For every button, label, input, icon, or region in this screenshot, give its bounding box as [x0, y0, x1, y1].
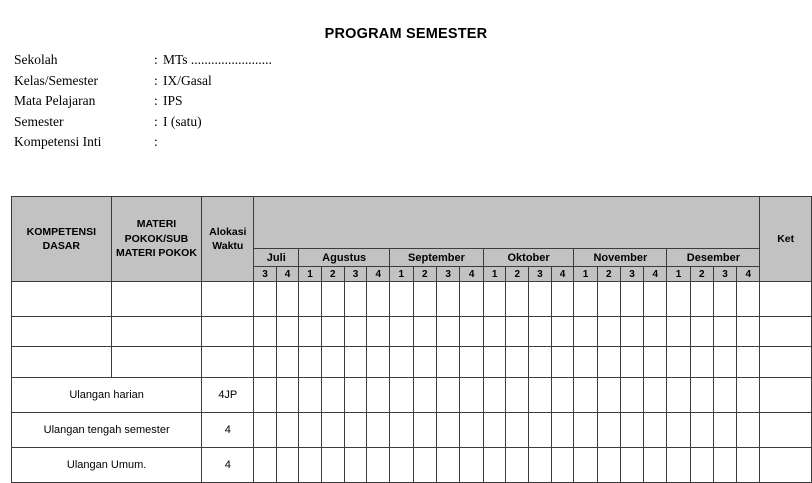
info-row-kelas-semester [14, 71, 272, 92]
cell-week-slot[interactable] [551, 378, 574, 413]
header-week-oktober-2: 2 [506, 267, 529, 282]
cell-summary-label[interactable]: Ulangan harian [12, 378, 202, 413]
cell-week-slot[interactable] [574, 282, 597, 317]
info-separator: : [154, 113, 158, 129]
cell-week-slot[interactable] [254, 282, 276, 317]
cell-week-slot[interactable] [574, 378, 597, 413]
cell-week-slot[interactable] [690, 282, 713, 317]
cell-summary-label[interactable]: Ulangan tengah semester [12, 413, 202, 448]
cell-week-slot[interactable] [367, 282, 390, 317]
cell-week-slot[interactable] [460, 448, 483, 483]
header-week-oktober-3: 3 [529, 267, 552, 282]
cell-week-slot[interactable] [667, 378, 690, 413]
header-ket: Ket [760, 197, 812, 282]
cell-week-slot[interactable] [737, 282, 760, 317]
cell-week-slot[interactable] [667, 317, 690, 347]
cell-week-slot[interactable] [390, 413, 413, 448]
header-month-juli: Juli [254, 249, 299, 267]
header-week-november-3: 3 [620, 267, 643, 282]
cell-week-slot[interactable] [413, 282, 436, 317]
cell-week-slot[interactable] [413, 378, 436, 413]
cell-week-slot[interactable] [737, 378, 760, 413]
cell-week-slot[interactable] [299, 282, 322, 317]
cell-week-slot[interactable] [483, 282, 506, 317]
cell-alokasi-waktu[interactable] [202, 347, 254, 378]
header-week-november-1: 1 [574, 267, 597, 282]
header-week-desember-4: 4 [737, 267, 760, 282]
cell-week-slot[interactable] [276, 413, 298, 448]
info-row-semester [14, 112, 272, 133]
cell-week-slot[interactable] [321, 448, 344, 483]
cell-alokasi-waktu[interactable] [202, 317, 254, 347]
cell-week-slot[interactable] [713, 282, 736, 317]
cell-week-slot[interactable] [713, 448, 736, 483]
cell-week-slot[interactable] [299, 317, 322, 347]
cell-week-slot[interactable] [506, 282, 529, 317]
cell-week-slot[interactable] [597, 378, 620, 413]
header-week-november-2: 2 [597, 267, 620, 282]
cell-week-slot[interactable] [254, 413, 276, 448]
cell-week-slot[interactable] [299, 347, 322, 378]
cell-week-slot[interactable] [413, 413, 436, 448]
document-info-block [14, 50, 272, 153]
cell-week-slot[interactable] [529, 282, 552, 317]
cell-week-slot[interactable] [321, 347, 344, 378]
table-row [12, 448, 812, 483]
cell-week-slot[interactable] [574, 413, 597, 448]
header-materi-line1: MATERI [136, 218, 177, 231]
header-month-september: September [390, 249, 484, 267]
page-title: PROGRAM SEMESTER [324, 26, 488, 42]
header-materi-line2: POKOK/SUB [124, 232, 189, 245]
cell-week-slot[interactable] [321, 413, 344, 448]
cell-week-slot[interactable] [390, 378, 413, 413]
header-row-main [12, 197, 812, 249]
cell-kompetensi-dasar[interactable] [12, 347, 112, 378]
cell-week-slot[interactable] [460, 317, 483, 347]
cell-week-slot[interactable] [620, 282, 643, 317]
info-label-kompetensi-inti: Kompetensi Inti [14, 134, 102, 149]
cell-week-slot[interactable] [644, 347, 667, 378]
header-months-spanner [254, 197, 760, 249]
cell-week-slot[interactable] [506, 413, 529, 448]
cell-week-slot[interactable] [690, 347, 713, 378]
cell-ket[interactable] [760, 282, 812, 317]
cell-week-slot[interactable] [597, 317, 620, 347]
cell-week-slot[interactable] [254, 317, 276, 347]
cell-week-slot[interactable] [506, 317, 529, 347]
table-body [12, 282, 812, 483]
cell-week-slot[interactable] [574, 347, 597, 378]
cell-week-slot[interactable] [551, 448, 574, 483]
cell-week-slot[interactable] [321, 282, 344, 317]
cell-week-slot[interactable] [506, 448, 529, 483]
header-week-agustus-2: 2 [321, 267, 344, 282]
cell-kompetensi-dasar[interactable] [12, 317, 112, 347]
program-semester-table [11, 196, 812, 483]
info-row-mata-pelajaran [14, 91, 272, 112]
info-value-mata-pelajaran: IPS [163, 93, 183, 108]
cell-week-slot[interactable] [390, 317, 413, 347]
cell-week-slot[interactable] [321, 317, 344, 347]
cell-week-slot[interactable] [690, 317, 713, 347]
info-separator: : [154, 134, 158, 149]
header-week-oktober-4: 4 [551, 267, 574, 282]
table-row [12, 317, 812, 347]
cell-week-slot[interactable] [713, 378, 736, 413]
cell-week-slot[interactable] [276, 378, 298, 413]
cell-alokasi-waktu[interactable]: 4 [202, 448, 254, 483]
cell-week-slot[interactable] [667, 413, 690, 448]
cell-week-slot[interactable] [620, 347, 643, 378]
header-week-september-1: 1 [390, 267, 413, 282]
table-row [12, 378, 812, 413]
cell-week-slot[interactable] [713, 413, 736, 448]
cell-week-slot[interactable] [276, 347, 298, 378]
cell-alokasi-waktu[interactable]: 4JP [202, 378, 254, 413]
header-week-juli-3: 3 [254, 267, 276, 282]
cell-week-slot[interactable] [299, 448, 322, 483]
cell-week-slot[interactable] [254, 448, 276, 483]
header-kompetensi-dasar [12, 197, 112, 282]
cell-week-slot[interactable] [344, 347, 367, 378]
cell-week-slot[interactable] [737, 413, 760, 448]
info-separator: : [154, 72, 158, 88]
header-alokasi-line2: Waktu [212, 240, 244, 252]
cell-week-slot[interactable] [737, 347, 760, 378]
header-month-agustus: Agustus [299, 249, 390, 267]
cell-week-slot[interactable] [713, 317, 736, 347]
cell-week-slot[interactable] [460, 347, 483, 378]
header-month-november: November [574, 249, 667, 267]
cell-week-slot[interactable] [529, 317, 552, 347]
cell-week-slot[interactable] [690, 413, 713, 448]
header-month-desember: Desember [667, 249, 760, 267]
cell-week-slot[interactable] [367, 413, 390, 448]
cell-week-slot[interactable] [574, 448, 597, 483]
cell-week-slot[interactable] [390, 282, 413, 317]
info-row-kompetensi-inti [14, 132, 272, 153]
cell-week-slot[interactable] [620, 317, 643, 347]
header-kompetensi-dasar-line1: KOMPETENSI [26, 225, 97, 238]
header-materi-line3: MATERI POKOK [116, 247, 197, 260]
cell-week-slot[interactable] [506, 347, 529, 378]
header-alokasi-waktu [202, 197, 254, 282]
cell-week-slot[interactable] [436, 347, 459, 378]
cell-week-slot[interactable] [483, 448, 506, 483]
cell-week-slot[interactable] [344, 282, 367, 317]
info-separator: : [154, 52, 158, 67]
table-row [12, 347, 812, 378]
cell-week-slot[interactable] [667, 448, 690, 483]
info-separator: : [154, 93, 158, 108]
cell-week-slot[interactable] [390, 347, 413, 378]
cell-week-slot[interactable] [529, 347, 552, 378]
header-week-september-4: 4 [460, 267, 483, 282]
cell-week-slot[interactable] [551, 413, 574, 448]
cell-kompetensi-dasar[interactable] [12, 282, 112, 317]
cell-week-slot[interactable] [367, 317, 390, 347]
cell-week-slot[interactable] [344, 378, 367, 413]
header-materi-pokok [111, 197, 202, 282]
cell-week-slot[interactable] [413, 317, 436, 347]
cell-week-slot[interactable] [529, 378, 552, 413]
cell-week-slot[interactable] [436, 448, 459, 483]
header-week-agustus-4: 4 [367, 267, 390, 282]
cell-week-slot[interactable] [667, 282, 690, 317]
cell-week-slot[interactable] [436, 413, 459, 448]
cell-week-slot[interactable] [367, 448, 390, 483]
cell-week-slot[interactable] [737, 317, 760, 347]
header-week-desember-2: 2 [690, 267, 713, 282]
cell-week-slot[interactable] [413, 347, 436, 378]
cell-week-slot[interactable] [529, 448, 552, 483]
cell-week-slot[interactable] [276, 317, 298, 347]
header-week-november-4: 4 [644, 267, 667, 282]
header-alokasi-line1: Alokasi [209, 225, 247, 238]
cell-ket[interactable] [760, 378, 812, 413]
cell-week-slot[interactable] [644, 378, 667, 413]
cell-week-slot[interactable] [620, 378, 643, 413]
cell-alokasi-waktu[interactable]: 4 [202, 413, 254, 448]
cell-week-slot[interactable] [436, 317, 459, 347]
header-week-oktober-1: 1 [483, 267, 506, 282]
cell-week-slot[interactable] [483, 413, 506, 448]
cell-materi-pokok[interactable] [111, 347, 202, 378]
table-header [12, 197, 812, 282]
cell-week-slot[interactable] [644, 282, 667, 317]
cell-week-slot[interactable] [276, 448, 298, 483]
cell-week-slot[interactable] [597, 347, 620, 378]
info-label-sekolah: Sekolah [14, 52, 58, 67]
info-label-mata-pelajaran: Mata Pelajaran [14, 93, 96, 108]
cell-week-slot[interactable] [506, 378, 529, 413]
cell-week-slot[interactable] [344, 448, 367, 483]
cell-week-slot[interactable] [321, 378, 344, 413]
cell-week-slot[interactable] [690, 448, 713, 483]
cell-week-slot[interactable] [299, 413, 322, 448]
cell-week-slot[interactable] [644, 317, 667, 347]
cell-week-slot[interactable] [460, 282, 483, 317]
header-week-september-3: 3 [436, 267, 459, 282]
cell-week-slot[interactable] [597, 448, 620, 483]
cell-week-slot[interactable] [367, 378, 390, 413]
table-row [12, 413, 812, 448]
cell-week-slot[interactable] [483, 378, 506, 413]
info-label-semester: Semester [14, 113, 64, 129]
cell-week-slot[interactable] [690, 378, 713, 413]
info-value-sekolah: MTs ........................ [163, 52, 272, 67]
cell-week-slot[interactable] [299, 378, 322, 413]
cell-week-slot[interactable] [737, 448, 760, 483]
cell-week-slot[interactable] [620, 448, 643, 483]
cell-week-slot[interactable] [413, 448, 436, 483]
cell-week-slot[interactable] [551, 317, 574, 347]
cell-week-slot[interactable] [254, 378, 276, 413]
cell-week-slot[interactable] [344, 413, 367, 448]
cell-summary-label[interactable]: Ulangan Umum. [12, 448, 202, 483]
cell-week-slot[interactable] [644, 448, 667, 483]
cell-week-slot[interactable] [574, 317, 597, 347]
cell-week-slot[interactable] [597, 282, 620, 317]
header-week-desember-3: 3 [713, 267, 736, 282]
info-row-sekolah [14, 50, 272, 71]
cell-ket[interactable] [760, 448, 812, 483]
info-value-kelas-semester: IX/Gasal [163, 72, 212, 88]
cell-week-slot[interactable] [483, 317, 506, 347]
cell-week-slot[interactable] [367, 347, 390, 378]
cell-week-slot[interactable] [460, 378, 483, 413]
header-week-juli-4: 4 [276, 267, 298, 282]
cell-week-slot[interactable] [436, 282, 459, 317]
cell-week-slot[interactable] [551, 347, 574, 378]
header-week-agustus-1: 1 [299, 267, 322, 282]
cell-week-slot[interactable] [390, 448, 413, 483]
cell-materi-pokok[interactable] [111, 317, 202, 347]
header-week-september-2: 2 [413, 267, 436, 282]
cell-materi-pokok[interactable] [111, 282, 202, 317]
cell-week-slot[interactable] [460, 413, 483, 448]
cell-week-slot[interactable] [713, 347, 736, 378]
cell-alokasi-waktu[interactable] [202, 282, 254, 317]
cell-week-slot[interactable] [597, 413, 620, 448]
cell-week-slot[interactable] [344, 317, 367, 347]
info-label-kelas-semester: Kelas/Semester [14, 72, 98, 88]
header-week-desember-1: 1 [667, 267, 690, 282]
cell-week-slot[interactable] [644, 413, 667, 448]
cell-week-slot[interactable] [276, 282, 298, 317]
header-week-agustus-3: 3 [344, 267, 367, 282]
cell-ket[interactable] [760, 413, 812, 448]
info-value-semester: I (satu) [163, 113, 202, 129]
header-kompetensi-dasar-line2: DASAR [42, 240, 80, 252]
cell-ket[interactable] [760, 317, 812, 347]
header-month-oktober: Oktober [483, 249, 574, 267]
cell-week-slot[interactable] [620, 413, 643, 448]
cell-ket[interactable] [760, 347, 812, 378]
cell-week-slot[interactable] [436, 378, 459, 413]
cell-week-slot[interactable] [483, 347, 506, 378]
cell-week-slot[interactable] [254, 347, 276, 378]
cell-week-slot[interactable] [529, 413, 552, 448]
cell-week-slot[interactable] [667, 347, 690, 378]
table-row [12, 282, 812, 317]
cell-week-slot[interactable] [551, 282, 574, 317]
